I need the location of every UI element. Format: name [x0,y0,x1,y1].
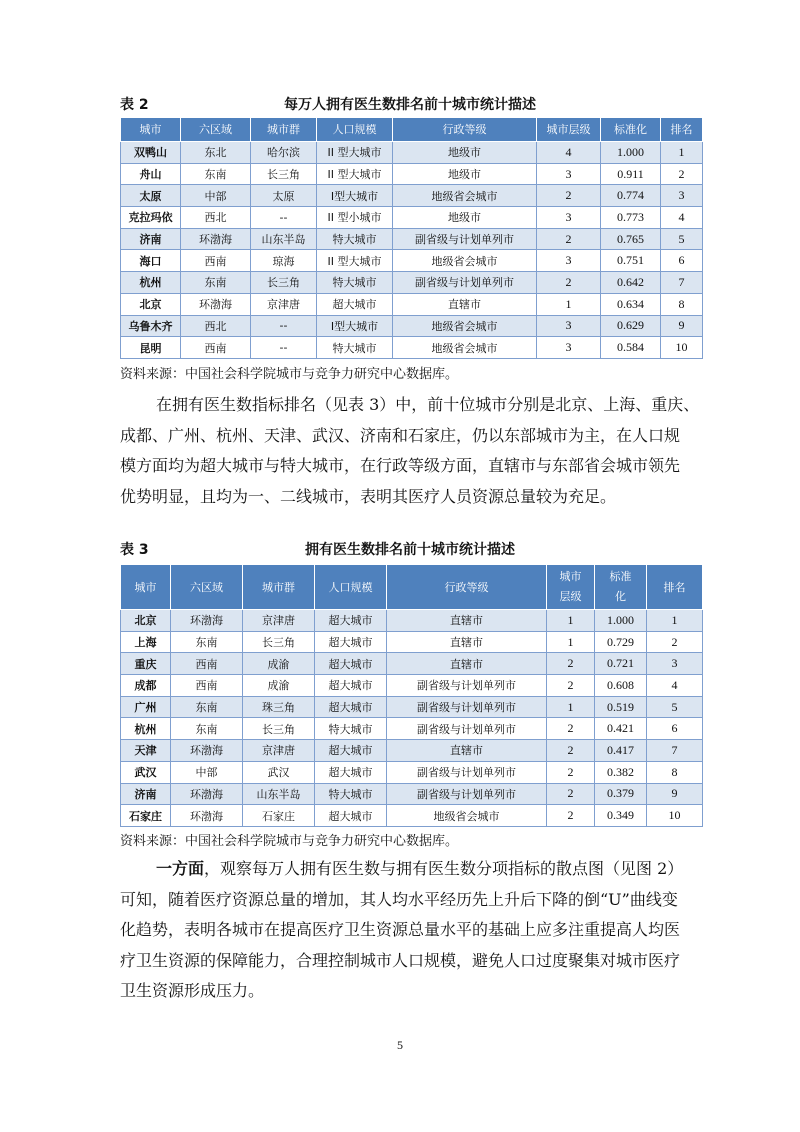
column-header: 排名 [661,118,703,142]
table-cell: 副省级与计划单列市 [387,783,547,805]
table-cell: 0.629 [601,315,661,337]
table-cell: 7 [661,272,703,294]
table-cell: 超大城市 [315,696,387,718]
table-cell: 成渝 [243,653,315,675]
table-cell: 0.911 [601,163,661,185]
table-cell: 8 [647,761,703,783]
paragraph-2-line: 可知，随着医疗资源总量的增加，其人均水平经历先上升后下降的倒“U”曲线变 [120,889,678,909]
table-cell: 地级省会城市 [393,185,537,207]
table-cell: 太原 [251,185,317,207]
table-cell: 2 [537,228,601,250]
table-cell: 0.584 [601,337,661,359]
column-header: 六区域 [171,565,243,610]
table3-header-row [121,565,703,610]
table-cell: 东南 [171,696,243,718]
table-row [121,337,703,359]
table-cell: II 型小城市 [317,207,393,229]
table3-source: 资料来源：中国社会科学院城市与竞争力研究中心数据库。 [120,834,459,849]
table-cell: 8 [661,293,703,315]
table-cell: 1 [647,610,703,632]
table-cell: II 型大城市 [317,250,393,272]
city-cell: 石家庄 [121,805,171,827]
table-row [121,631,703,653]
table-cell: 2 [547,653,595,675]
table-cell: 9 [661,315,703,337]
table3 [120,564,703,827]
table-cell: 0.608 [595,675,647,697]
table-cell: 直辖市 [387,631,547,653]
city-cell: 济南 [121,783,171,805]
table-cell: 西南 [181,250,251,272]
column-header: 行政等级 [393,118,537,142]
table-cell: 2 [547,740,595,762]
table2-header-row [121,118,703,142]
table3-caption [120,537,700,559]
table-row [121,696,703,718]
table-cell: I型大城市 [317,315,393,337]
table2-number: 表 2 [120,97,149,113]
table-cell: 2 [647,631,703,653]
table-cell: 1.000 [601,142,661,164]
table2-source: 资料来源：中国社会科学院城市与竞争力研究中心数据库。 [120,367,459,382]
table-row [121,718,703,740]
column-header: 人口规模 [315,565,387,610]
table-cell: I型大城市 [317,185,393,207]
column-header: 六区域 [181,118,251,142]
table-row [121,805,703,827]
table-cell: 超大城市 [315,610,387,632]
table-cell: 0.729 [595,631,647,653]
table-cell: 东南 [171,718,243,740]
table-cell: 2 [547,805,595,827]
table-cell: 0.417 [595,740,647,762]
table-cell: 1.000 [595,610,647,632]
table-cell: 4 [661,207,703,229]
table-cell: 珠三角 [243,696,315,718]
table-cell: -- [251,315,317,337]
table-cell: 超大城市 [315,761,387,783]
table-cell: 2 [537,272,601,294]
table-cell: 环渤海 [181,228,251,250]
table2-title: 每万人拥有医生数排名前十城市统计描述 [284,97,536,113]
paragraph-2-line: 卫生资源形成压力。 [120,981,265,1000]
table-row [121,315,703,337]
table-cell: 5 [647,696,703,718]
paragraph-2-line: 化趋势，表明各城市在提高医疗卫生资源总量水平的基础上应多注重提高人均医 [120,920,681,939]
table-cell: 3 [661,185,703,207]
table-cell: 东北 [181,142,251,164]
city-cell: 昆明 [121,337,181,359]
table-cell: 东南 [171,631,243,653]
table-cell: 直辖市 [387,610,547,632]
table-cell: 长三角 [251,163,317,185]
city-cell: 海口 [121,250,181,272]
paragraph-2-line: 疗卫生资源的保障能力，合理控制城市人口规模，避免人口过度聚集对城市医疗 [120,950,681,970]
table-cell: 特大城市 [315,718,387,740]
table-cell: 特大城市 [317,337,393,359]
table-row [121,228,703,250]
table-cell: 西北 [181,315,251,337]
table-cell: 0.382 [595,761,647,783]
table-cell: 地级省会城市 [393,315,537,337]
table-cell: 东南 [181,272,251,294]
table3-number: 表 3 [120,542,149,558]
paragraph-2 [120,854,690,1007]
city-cell: 乌鲁木齐 [121,315,181,337]
table-cell: 特大城市 [317,228,393,250]
table-cell: 4 [647,675,703,697]
table-cell: 长三角 [251,272,317,294]
paragraph-1-line: 模方面均为超大城市与特大城市，在行政等级方面，直辖市与东部省会城市领先 [120,456,681,475]
table-cell: 0.642 [601,272,661,294]
table-cell: 0.349 [595,805,647,827]
table-cell: 6 [647,718,703,740]
table-cell: 副省级与计划单列市 [387,761,547,783]
table-cell: 0.634 [601,293,661,315]
table-cell: 长三角 [243,631,315,653]
table-cell: 0.421 [595,718,647,740]
table-row [121,761,703,783]
table-cell: 环渤海 [171,783,243,805]
table-cell: 地级省会城市 [393,337,537,359]
table-cell: 0.379 [595,783,647,805]
paragraph-1-line: 成都、广州、杭州、天津、武汉、济南和石家庄，仍以东部城市为主，在人口规 [120,425,681,445]
table-cell: 2 [547,718,595,740]
column-header: 城市群 [243,565,315,610]
table-cell: 京津唐 [243,610,315,632]
city-cell: 天津 [121,740,171,762]
table-cell: 武汉 [243,761,315,783]
city-cell: 舟山 [121,163,181,185]
column-header: 行政等级 [387,565,547,610]
column-header: 人口规模 [317,118,393,142]
table-cell: 0.519 [595,696,647,718]
table-row [121,142,703,164]
table-cell: -- [251,337,317,359]
table-cell: 哈尔滨 [251,142,317,164]
table-row [121,293,703,315]
table-cell: 3 [537,337,601,359]
table-row [121,783,703,805]
table-cell: 直辖市 [387,653,547,675]
table-cell: 特大城市 [315,783,387,805]
table-cell: 直辖市 [387,740,547,762]
table-cell: 10 [661,337,703,359]
table-cell: II 型大城市 [317,163,393,185]
table-cell: 超大城市 [315,653,387,675]
table-cell: 3 [537,207,601,229]
table-cell: 副省级与计划单列市 [393,272,537,294]
table-cell: 地级市 [393,142,537,164]
table-cell: 超大城市 [317,293,393,315]
table-row [121,653,703,675]
table-cell: 中部 [181,185,251,207]
table-cell: 直辖市 [393,293,537,315]
table-row [121,185,703,207]
city-cell: 太原 [121,185,181,207]
table-cell: 副省级与计划单列市 [387,718,547,740]
city-cell: 武汉 [121,761,171,783]
table2-caption [120,92,700,114]
paragraph-2-first-line [120,854,690,885]
city-cell: 杭州 [121,718,171,740]
table-cell: 4 [537,142,601,164]
column-header: 标准化 [601,118,661,142]
table-row [121,250,703,272]
table-cell: 0.774 [601,185,661,207]
table-cell: 0.765 [601,228,661,250]
table-cell: 超大城市 [315,805,387,827]
table-cell: 2 [547,675,595,697]
table-cell: 西南 [171,675,243,697]
table-cell: 环渤海 [171,805,243,827]
city-cell: 双鸭山 [121,142,181,164]
table-cell: 山东半岛 [243,783,315,805]
table-cell: 2 [547,761,595,783]
table-cell: 1 [537,293,601,315]
paragraph-2-first-rest: ，观察每万人拥有医生数与拥有医生数分项指标的散点图（见图 2） [204,859,684,878]
table-cell: 6 [661,250,703,272]
table-cell: 地级省会城市 [393,250,537,272]
city-cell: 克拉玛依 [121,207,181,229]
table-cell: 东南 [181,163,251,185]
city-cell: 北京 [121,610,171,632]
table-cell: 2 [537,185,601,207]
table-cell: 京津唐 [251,293,317,315]
city-cell: 北京 [121,293,181,315]
table-cell: 山东半岛 [251,228,317,250]
table-cell: 环渤海 [181,293,251,315]
city-cell: 成都 [121,675,171,697]
city-cell: 重庆 [121,653,171,675]
table-cell: 1 [547,631,595,653]
paragraph-1-line: 在拥有医生数指标排名（见表 3）中，前十位城市分别是北京、上海、重庆、 [156,395,700,414]
table-cell: 0.751 [601,250,661,272]
paragraph-2-lead: 一方面 [156,859,205,878]
table-cell: 地级市 [393,207,537,229]
table-cell: 京津唐 [243,740,315,762]
table-cell: 超大城市 [315,675,387,697]
table-cell: 3 [537,315,601,337]
table-cell: 副省级与计划单列市 [387,696,547,718]
table-cell: -- [251,207,317,229]
table-cell: 副省级与计划单列市 [393,228,537,250]
table2 [120,117,703,359]
table-cell: 琼海 [251,250,317,272]
table-row [121,610,703,632]
table-cell: 5 [661,228,703,250]
paragraph-1 [120,390,700,512]
table-cell: 副省级与计划单列市 [387,675,547,697]
table-cell: 2 [547,783,595,805]
table-cell: 3 [647,653,703,675]
column-header: 城市层级 [547,565,595,610]
table-cell: 3 [537,250,601,272]
column-header: 城市群 [251,118,317,142]
table-cell: 1 [547,610,595,632]
column-header: 城市 [121,565,171,610]
column-header: 城市层级 [537,118,601,142]
table-cell: 9 [647,783,703,805]
table3-title: 拥有医生数排名前十城市统计描述 [305,542,515,558]
table-cell: 西南 [181,337,251,359]
table-cell: 3 [537,163,601,185]
table-cell: 0.773 [601,207,661,229]
table-cell: 2 [661,163,703,185]
table-cell: 超大城市 [315,740,387,762]
table-cell: 长三角 [243,718,315,740]
table-cell: 1 [547,696,595,718]
table-cell: 石家庄 [243,805,315,827]
table-cell: 1 [661,142,703,164]
paragraph-1-line: 优势明显，且均为一、二线城市，表明其医疗人员资源总量较为充足。 [120,486,617,506]
table-cell: 地级市 [393,163,537,185]
city-cell: 上海 [121,631,171,653]
column-header: 标准化 [595,565,647,610]
table-cell: 超大城市 [315,631,387,653]
table-cell: 中部 [171,761,243,783]
table-row [121,740,703,762]
table-cell: 成渝 [243,675,315,697]
table-cell: 环渤海 [171,610,243,632]
table-row [121,272,703,294]
table-cell: 7 [647,740,703,762]
table-row [121,675,703,697]
table-cell: 地级省会城市 [387,805,547,827]
column-header: 城市 [121,118,181,142]
table-cell: 10 [647,805,703,827]
page-number: 5 [397,1038,403,1052]
table-row [121,163,703,185]
column-header: 排名 [647,565,703,610]
table-cell: 西北 [181,207,251,229]
city-cell: 杭州 [121,272,181,294]
table-cell: 西南 [171,653,243,675]
city-cell: 济南 [121,228,181,250]
city-cell: 广州 [121,696,171,718]
table-cell: 特大城市 [317,272,393,294]
table-cell: 0.721 [595,653,647,675]
table-row [121,207,703,229]
table-cell: II 型大城市 [317,142,393,164]
table-cell: 环渤海 [171,740,243,762]
